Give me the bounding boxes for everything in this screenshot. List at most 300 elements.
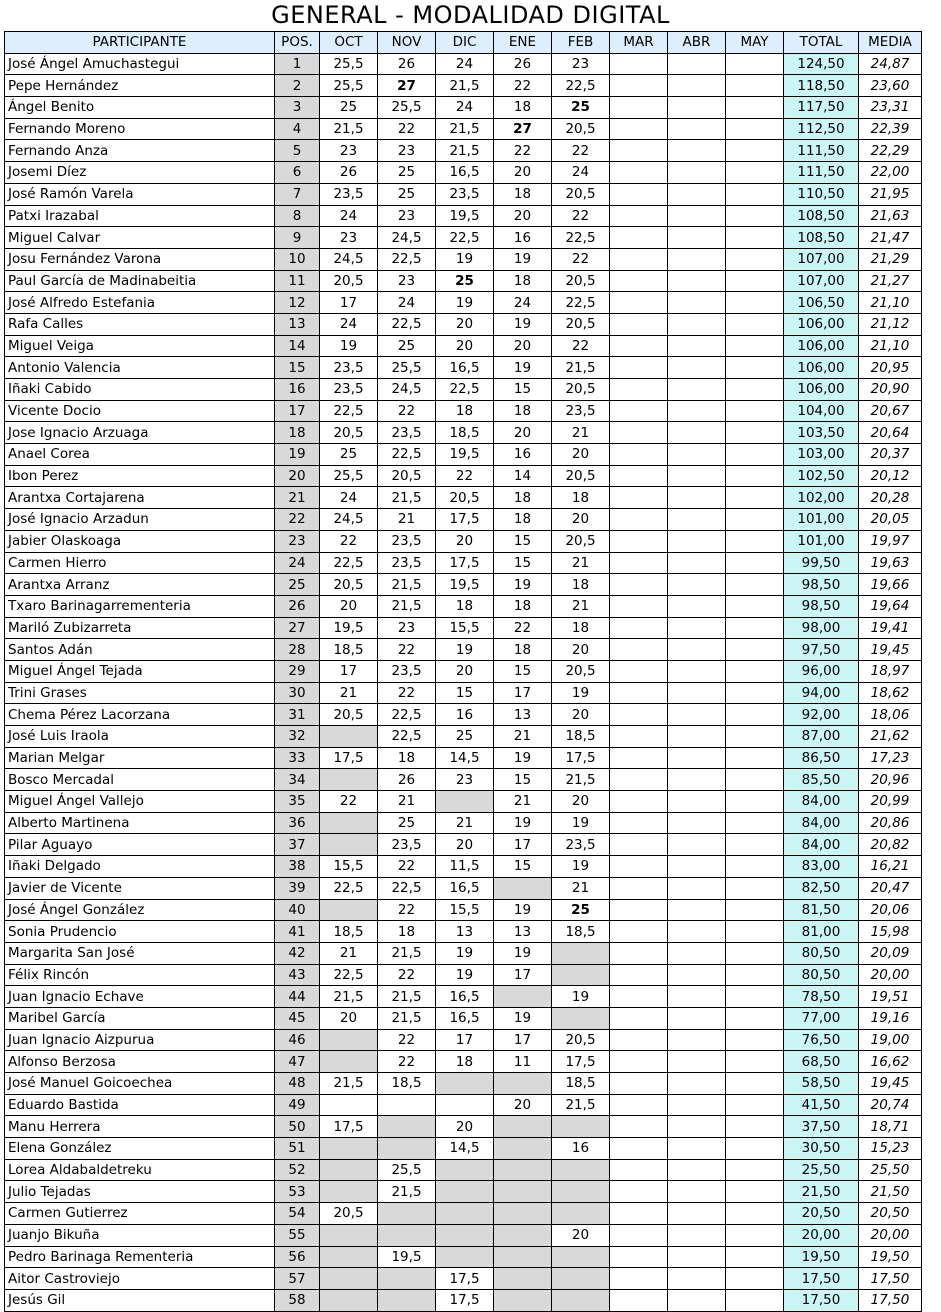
participant-name: Juanjo Bikuña [5, 1224, 275, 1246]
score-abr [668, 270, 726, 292]
media-cell: 20,09 [859, 942, 922, 964]
position-cell: 43 [275, 964, 320, 986]
total-cell: 25,50 [784, 1159, 859, 1181]
score-ene [494, 1203, 552, 1225]
table-row [5, 574, 922, 596]
table-row [5, 1289, 922, 1311]
score-may [726, 704, 784, 726]
position-cell: 31 [275, 704, 320, 726]
participant-name: José Alfredo Estefania [5, 292, 275, 314]
score-nov: 22,5 [378, 248, 436, 270]
score-nov: 21,5 [378, 574, 436, 596]
score-mar [610, 1073, 668, 1095]
media-cell: 20,82 [859, 834, 922, 856]
table-row [5, 747, 922, 769]
score-feb: 20,5 [552, 313, 610, 335]
score-dic: 20,5 [436, 487, 494, 509]
score-oct: 20,5 [320, 1203, 378, 1225]
position-cell: 46 [275, 1029, 320, 1051]
score-feb: 21 [552, 552, 610, 574]
score-nov: 21,5 [378, 1007, 436, 1029]
participant-name: Sonia Prudencio [5, 921, 275, 943]
score-dic: 19 [436, 248, 494, 270]
score-may [726, 97, 784, 119]
score-dic: 16,5 [436, 1007, 494, 1029]
score-mar [610, 248, 668, 270]
score-nov [378, 1268, 436, 1290]
score-oct [320, 769, 378, 791]
score-nov: 20,5 [378, 465, 436, 487]
score-may [726, 335, 784, 357]
total-cell: 110,50 [784, 183, 859, 205]
table-body [5, 53, 922, 1311]
score-abr [668, 574, 726, 596]
total-cell: 103,50 [784, 422, 859, 444]
participant-name: Josu Fernández Varona [5, 248, 275, 270]
score-ene: 18 [494, 183, 552, 205]
score-ene [494, 1073, 552, 1095]
score-nov: 24 [378, 292, 436, 314]
score-dic: 21,5 [436, 118, 494, 140]
total-cell: 104,00 [784, 400, 859, 422]
score-feb: 20,5 [552, 379, 610, 401]
total-cell: 98,50 [784, 595, 859, 617]
score-ene: 13 [494, 704, 552, 726]
media-cell: 15,98 [859, 921, 922, 943]
score-feb: 20,5 [552, 183, 610, 205]
media-cell: 21,12 [859, 313, 922, 335]
score-oct: 15,5 [320, 856, 378, 878]
score-mar [610, 530, 668, 552]
participant-name: Bosco Mercadal [5, 769, 275, 791]
participant-name: Miguel Veiga [5, 335, 275, 357]
participant-name: Jabier Olaskoaga [5, 530, 275, 552]
participant-name: Ángel Benito [5, 97, 275, 119]
score-mar [610, 379, 668, 401]
score-dic [436, 1159, 494, 1181]
score-feb: 22,5 [552, 227, 610, 249]
participant-name: Miguel Ángel Tejada [5, 660, 275, 682]
table-row [5, 140, 922, 162]
score-feb: 23 [552, 53, 610, 75]
total-cell: 86,50 [784, 747, 859, 769]
score-dic: 19,5 [436, 444, 494, 466]
score-feb: 22,5 [552, 292, 610, 314]
table-row [5, 552, 922, 574]
header-abr: ABR [668, 32, 726, 54]
score-nov: 25,5 [378, 1159, 436, 1181]
score-nov: 21 [378, 791, 436, 813]
score-mar [610, 639, 668, 661]
total-cell: 98,00 [784, 617, 859, 639]
score-abr [668, 942, 726, 964]
total-cell: 102,00 [784, 487, 859, 509]
participant-name: José Luis Iraola [5, 726, 275, 748]
score-abr [668, 227, 726, 249]
position-cell: 34 [275, 769, 320, 791]
score-dic: 16,5 [436, 162, 494, 184]
table-row [5, 1138, 922, 1160]
score-dic: 17,5 [436, 552, 494, 574]
score-dic: 20 [436, 530, 494, 552]
score-feb: 20,5 [552, 270, 610, 292]
score-oct: 24,5 [320, 248, 378, 270]
table-row [5, 986, 922, 1008]
score-feb: 21 [552, 595, 610, 617]
total-cell: 103,00 [784, 444, 859, 466]
score-feb [552, 1203, 610, 1225]
position-cell: 24 [275, 552, 320, 574]
score-dic: 23,5 [436, 183, 494, 205]
total-cell: 81,50 [784, 899, 859, 921]
score-dic: 17,5 [436, 1289, 494, 1311]
score-dic: 19,5 [436, 574, 494, 596]
score-ene: 16 [494, 444, 552, 466]
score-abr [668, 812, 726, 834]
score-may [726, 1224, 784, 1246]
score-oct: 17 [320, 660, 378, 682]
media-cell: 20,47 [859, 877, 922, 899]
table-row [5, 205, 922, 227]
score-mar [610, 1116, 668, 1138]
position-cell: 8 [275, 205, 320, 227]
score-abr [668, 205, 726, 227]
score-feb [552, 942, 610, 964]
score-oct: 22,5 [320, 964, 378, 986]
total-cell: 106,00 [784, 357, 859, 379]
score-ene: 18 [494, 639, 552, 661]
score-oct: 25,5 [320, 465, 378, 487]
score-feb [552, 1268, 610, 1290]
score-abr [668, 444, 726, 466]
score-may [726, 1073, 784, 1095]
position-cell: 11 [275, 270, 320, 292]
header-oct: OCT [320, 32, 378, 54]
score-may [726, 769, 784, 791]
score-feb: 20,5 [552, 660, 610, 682]
score-feb: 20 [552, 509, 610, 531]
score-nov: 22,5 [378, 444, 436, 466]
table-row [5, 183, 922, 205]
table-row [5, 313, 922, 335]
participant-name: Txaro Barinagarrementeria [5, 595, 275, 617]
score-ene: 19 [494, 574, 552, 596]
score-abr [668, 1094, 726, 1116]
score-oct: 25,5 [320, 53, 378, 75]
position-cell: 12 [275, 292, 320, 314]
score-dic: 22,5 [436, 227, 494, 249]
score-feb: 22 [552, 248, 610, 270]
total-cell: 85,50 [784, 769, 859, 791]
score-dic [436, 791, 494, 813]
table-row [5, 964, 922, 986]
score-nov [378, 1094, 436, 1116]
score-oct: 24 [320, 487, 378, 509]
media-cell: 15,23 [859, 1138, 922, 1160]
media-cell: 22,29 [859, 140, 922, 162]
score-feb: 20,5 [552, 1029, 610, 1051]
score-oct: 20,5 [320, 704, 378, 726]
score-oct: 17 [320, 292, 378, 314]
score-abr [668, 747, 726, 769]
score-mar [610, 140, 668, 162]
score-ene: 17 [494, 682, 552, 704]
score-nov: 23,5 [378, 530, 436, 552]
score-nov: 22 [378, 639, 436, 661]
score-mar [610, 964, 668, 986]
position-cell: 35 [275, 791, 320, 813]
score-nov: 18,5 [378, 1073, 436, 1095]
score-mar [610, 270, 668, 292]
score-mar [610, 205, 668, 227]
participant-name: Juan Ignacio Aizpurua [5, 1029, 275, 1051]
score-nov: 25 [378, 183, 436, 205]
total-cell: 92,00 [784, 704, 859, 726]
media-cell: 19,45 [859, 639, 922, 661]
participant-name: Iñaki Cabido [5, 379, 275, 401]
score-ene: 14 [494, 465, 552, 487]
score-nov: 23 [378, 140, 436, 162]
score-feb: 17,5 [552, 747, 610, 769]
participant-name: Javier de Vicente [5, 877, 275, 899]
score-may [726, 682, 784, 704]
participant-name: Maribel García [5, 1007, 275, 1029]
score-feb: 20 [552, 1224, 610, 1246]
media-cell: 20,00 [859, 1224, 922, 1246]
total-cell: 77,00 [784, 1007, 859, 1029]
media-cell: 20,99 [859, 791, 922, 813]
score-ene [494, 1181, 552, 1203]
score-mar [610, 1029, 668, 1051]
score-ene: 21 [494, 791, 552, 813]
total-cell: 83,00 [784, 856, 859, 878]
total-cell: 84,00 [784, 812, 859, 834]
score-oct: 21 [320, 682, 378, 704]
score-ene: 19 [494, 899, 552, 921]
participant-name: Vicente Docio [5, 400, 275, 422]
participant-name: Juan Ignacio Echave [5, 986, 275, 1008]
score-feb: 19 [552, 986, 610, 1008]
table-row [5, 509, 922, 531]
total-cell: 107,00 [784, 248, 859, 270]
score-oct: 22 [320, 530, 378, 552]
score-dic: 21 [436, 812, 494, 834]
position-cell: 50 [275, 1116, 320, 1138]
score-mar [610, 552, 668, 574]
participant-name: Pedro Barinaga Rementeria [5, 1246, 275, 1268]
total-cell: 68,50 [784, 1051, 859, 1073]
score-ene: 15 [494, 530, 552, 552]
score-mar [610, 335, 668, 357]
score-oct [320, 899, 378, 921]
score-mar [610, 75, 668, 97]
position-cell: 57 [275, 1268, 320, 1290]
score-nov: 24,5 [378, 379, 436, 401]
score-ene: 22 [494, 140, 552, 162]
score-abr [668, 791, 726, 813]
score-abr [668, 986, 726, 1008]
score-abr [668, 162, 726, 184]
score-abr [668, 1159, 726, 1181]
position-cell: 47 [275, 1051, 320, 1073]
table-row [5, 530, 922, 552]
score-dic: 15,5 [436, 617, 494, 639]
table-row [5, 1116, 922, 1138]
total-cell: 108,50 [784, 205, 859, 227]
score-feb: 20,5 [552, 465, 610, 487]
position-cell: 5 [275, 140, 320, 162]
table-row [5, 1203, 922, 1225]
header-may: MAY [726, 32, 784, 54]
media-cell: 18,62 [859, 682, 922, 704]
score-mar [610, 812, 668, 834]
total-cell: 102,50 [784, 465, 859, 487]
score-mar [610, 1246, 668, 1268]
score-nov: 23 [378, 205, 436, 227]
score-may [726, 530, 784, 552]
table-row [5, 487, 922, 509]
header-media: MEDIA [859, 32, 922, 54]
score-ene: 15 [494, 379, 552, 401]
table-row [5, 769, 922, 791]
total-cell: 20,50 [784, 1203, 859, 1225]
total-cell: 124,50 [784, 53, 859, 75]
header-participante: PARTICIPANTE [5, 32, 275, 54]
participant-name: José Ignacio Arzadun [5, 509, 275, 531]
score-oct: 21,5 [320, 1073, 378, 1095]
table-row [5, 595, 922, 617]
score-oct: 21,5 [320, 118, 378, 140]
position-cell: 19 [275, 444, 320, 466]
media-cell: 19,97 [859, 530, 922, 552]
score-oct: 24 [320, 313, 378, 335]
score-may [726, 747, 784, 769]
header-dic: DIC [436, 32, 494, 54]
score-abr [668, 617, 726, 639]
score-ene: 17 [494, 1029, 552, 1051]
score-dic [436, 1203, 494, 1225]
table-row [5, 1159, 922, 1181]
score-ene: 15 [494, 552, 552, 574]
score-nov: 23,5 [378, 834, 436, 856]
table-row [5, 118, 922, 140]
score-nov: 25 [378, 335, 436, 357]
position-cell: 40 [275, 899, 320, 921]
score-feb: 24 [552, 162, 610, 184]
table-row [5, 1224, 922, 1246]
score-mar [610, 834, 668, 856]
score-may [726, 465, 784, 487]
score-abr [668, 726, 726, 748]
header-mar: MAR [610, 32, 668, 54]
table-row [5, 791, 922, 813]
score-abr [668, 639, 726, 661]
media-cell: 25,50 [859, 1159, 922, 1181]
score-feb: 21,5 [552, 357, 610, 379]
table-row [5, 422, 922, 444]
table-row [5, 75, 922, 97]
score-ene: 17 [494, 834, 552, 856]
score-dic: 20 [436, 660, 494, 682]
media-cell: 16,62 [859, 1051, 922, 1073]
position-cell: 20 [275, 465, 320, 487]
media-cell: 20,12 [859, 465, 922, 487]
position-cell: 58 [275, 1289, 320, 1311]
position-cell: 56 [275, 1246, 320, 1268]
score-dic: 18 [436, 1051, 494, 1073]
score-oct: 23,5 [320, 183, 378, 205]
score-feb: 19 [552, 682, 610, 704]
position-cell: 44 [275, 986, 320, 1008]
media-cell: 19,64 [859, 595, 922, 617]
score-oct [320, 1138, 378, 1160]
total-cell: 96,00 [784, 660, 859, 682]
score-mar [610, 921, 668, 943]
total-cell: 101,00 [784, 530, 859, 552]
table-row [5, 465, 922, 487]
participant-name: Santos Adán [5, 639, 275, 661]
media-cell: 21,50 [859, 1181, 922, 1203]
position-cell: 7 [275, 183, 320, 205]
total-cell: 84,00 [784, 791, 859, 813]
score-mar [610, 53, 668, 75]
score-may [726, 444, 784, 466]
table-row [5, 639, 922, 661]
score-oct [320, 1224, 378, 1246]
score-ene: 17 [494, 964, 552, 986]
score-abr [668, 183, 726, 205]
score-nov: 18 [378, 921, 436, 943]
score-ene: 22 [494, 75, 552, 97]
score-abr [668, 1051, 726, 1073]
participant-name: Ibon Perez [5, 465, 275, 487]
score-nov: 21,5 [378, 986, 436, 1008]
score-oct [320, 812, 378, 834]
score-mar [610, 1094, 668, 1116]
position-cell: 27 [275, 617, 320, 639]
score-feb: 21 [552, 877, 610, 899]
score-oct: 22,5 [320, 400, 378, 422]
score-abr [668, 899, 726, 921]
position-cell: 23 [275, 530, 320, 552]
score-may [726, 1116, 784, 1138]
score-dic: 19 [436, 639, 494, 661]
score-abr [668, 704, 726, 726]
total-cell: 118,50 [784, 75, 859, 97]
score-may [726, 726, 784, 748]
table-row [5, 227, 922, 249]
score-nov: 24,5 [378, 227, 436, 249]
score-may [726, 205, 784, 227]
media-cell: 24,87 [859, 53, 922, 75]
position-cell: 53 [275, 1181, 320, 1203]
score-mar [610, 1268, 668, 1290]
score-feb [552, 1116, 610, 1138]
score-dic: 24 [436, 97, 494, 119]
score-abr [668, 248, 726, 270]
score-mar [610, 422, 668, 444]
score-feb: 21 [552, 422, 610, 444]
score-feb: 21,5 [552, 1094, 610, 1116]
table-row [5, 400, 922, 422]
table-row [5, 921, 922, 943]
table-row [5, 617, 922, 639]
score-oct: 20,5 [320, 574, 378, 596]
media-cell: 18,97 [859, 660, 922, 682]
total-cell: 94,00 [784, 682, 859, 704]
score-mar [610, 444, 668, 466]
score-mar [610, 292, 668, 314]
